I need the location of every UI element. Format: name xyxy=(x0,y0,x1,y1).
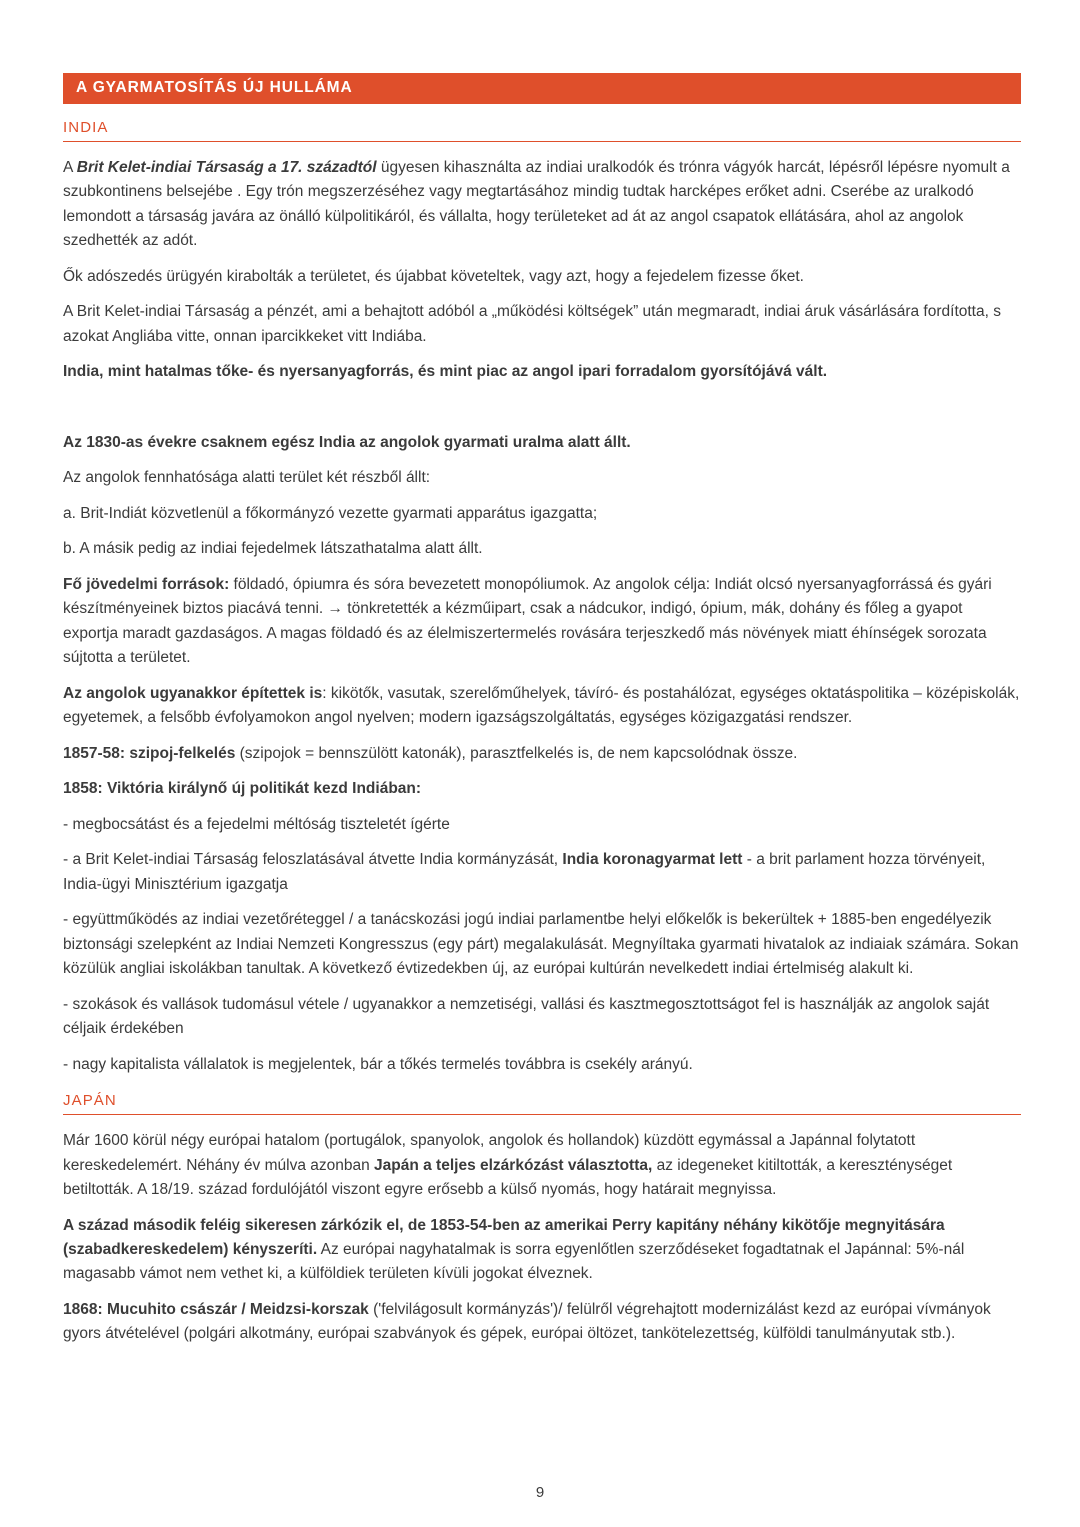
text-run: A század második feléig sikeresen zárkózik el, de 1853-54-ben az amerikai Perry kapitány néhány kikötője megnyitására (szabadkereskedelem) kényszeríti. xyxy=(63,1216,945,1258)
paragraph xyxy=(63,265,1021,289)
section-rule xyxy=(63,141,1021,142)
text-run: A Brit Kelet-indiai Társaság a pénzét, ami a behajtott adóból a „működési költségek” után megmaradt, indiai áruk vásárlására fordította, s azokat Angliába vitte, onnan iparcikkeket vitt Indiába. xyxy=(63,303,1001,345)
text-run: India koronagyarmat lett xyxy=(562,851,743,869)
paragraph xyxy=(63,848,1021,897)
paragraph xyxy=(63,777,1021,801)
paragraph xyxy=(63,993,1021,1042)
text-run: 1857-58: szipoj-felkelés xyxy=(63,744,236,762)
text-run: - szokások és vallások tudomásul vétele / ugyanakkor a nemzetiségi, vallási és kasztmegosztottságot fel is használják az angolok saját céljaik érdekében xyxy=(63,995,990,1038)
text-run: - a brit parlament hozza törvényeit, India-ügyi Minisztérium igazgatja xyxy=(63,851,986,893)
paragraph xyxy=(63,502,1021,526)
paragraph xyxy=(63,573,1021,671)
page-banner xyxy=(63,73,1021,104)
paragraph xyxy=(63,1298,1021,1347)
text-run: - megbocsátást és a fejedelmi méltóság tiszteletét ígérte xyxy=(63,815,450,833)
paragraph xyxy=(63,537,1021,561)
paragraph xyxy=(63,466,1021,490)
text-run: - együttműködés az indiai vezetőréteggel / a tanácskozási jogú indiai parlamentbe helyi előkelők is bekerültek + 1885-ben engedélyezik biztonsági szelepként az Indiai Nemzeti Kongresszus (egy párt) megalakulását. Megnyíltaka gyarmati hivatalok az indiaiak számára. Sokan közülük angliai iskolákban tanultak. A következő évtizedekben új, az európai kultúrán nevelkedett indiai értelmiség alakult ki. xyxy=(63,911,1019,978)
text-run: Japán a teljes elzárkózást választotta, xyxy=(374,1156,653,1174)
text-run: Az 1830-as évekre csaknem egész India az angolok gyarmati uralma alatt állt. xyxy=(63,433,631,451)
text-run: Brit Kelet-indiai Társaság a 17. századtól xyxy=(76,159,377,176)
text-run: India, mint hatalmas tőke- és nyersanyagforrás, és mint piac az angol ipari forradalom gyorsítójává vált. xyxy=(63,363,828,381)
paragraph xyxy=(63,1129,1021,1202)
text-run: ('felvilágosult kormányzás')/ felülről végrehajtott modernizálást kezd az európai vívmányok gyors átvételével (polgári alkotmány, európai szabványok és gépek, európai öltözet, tankötelezettség, külföldi tanulmányutak stb.). xyxy=(63,1300,991,1343)
text-run: Már 1600 körül négy európai hatalom (portugálok, spanyolok, angolok és hollandok) küzdött egymással a Japánnal folytatott kereskedelemért. Néhány év múlva azonban xyxy=(63,1132,916,1174)
paragraph xyxy=(63,431,1021,455)
page-number: 9 xyxy=(535,1484,545,1501)
text-run: Az európai nagyhatalmak is sorra egyenlőtlen szerződéseket fogadtatnak el Japánnal: 5%-nál magasabb vámot nem vethet ki, a külföldiek területen kívüli jogokat élveznek. xyxy=(63,1240,965,1283)
text-run: az idegeneket kitiltották, a kereszténységet betiltották. A 18/19. század fordulójától viszont egyre erősebb a külső nyomás, hogy határait megnyissa. xyxy=(63,1156,953,1199)
paragraph xyxy=(63,908,1021,981)
text-run: - a Brit Kelet-indiai Társaság feloszlatásával átvette India kormányzását, xyxy=(63,851,563,869)
paragraph xyxy=(63,742,1021,766)
sections-container xyxy=(63,119,1021,1347)
text-run: 1858: Viktória királynő új politikát kezd Indiában: xyxy=(63,780,422,798)
text-run: földadó, ópiumra és sóra bevezetett monopóliumok. Az angolok célja: Indiát olcsó nyersanyagforrássá és gyári készítményeinek biztos piacává tenni. → tönkretették a kézműipart, csak a nádcukor, indigó, ópium, mák, dohány és főleg a gyapot exportja maradt gazdaságos. A magas földadó és az élelmiszertermelés rovására terjeszkedő más növények miatt éhínségek sorozata sújtotta a területet. xyxy=(63,575,992,667)
section-heading-india: INDIA xyxy=(63,119,109,136)
text-run: 1868: Mucuhito császár / Meidzsi-korszak xyxy=(63,1300,369,1318)
text-run: Az angolok ugyanakkor építettek is xyxy=(63,684,323,702)
paragraph xyxy=(63,1053,1021,1077)
paragraph xyxy=(63,813,1021,837)
section-heading-japan: JAPÁN xyxy=(63,1092,117,1110)
banner-title: A GYARMATOSÍTÁS ÚJ HULLÁMA xyxy=(76,79,353,96)
paragraph xyxy=(63,1214,1021,1287)
text-run: Ők adószedés ürügyén kirabolták a területet, és újabbat követeltek, vagy azt, hogy a fejedelem fizesse őket. xyxy=(63,267,804,285)
paragraph xyxy=(63,300,1021,349)
paragraph xyxy=(63,360,1021,384)
text-run: Fő jövedelmi források: xyxy=(63,575,230,593)
text-run: : kikötők, vasutak, szerelőműhelyek, távíró- és postahálózat, egységes oktatáspolitika – középiskolák, egyetemek, a felsőbb évfolyamokon angol nyelven; modern igazságszolgáltatás, egységes közigazgatási rendszer. xyxy=(63,684,1020,727)
section-rule xyxy=(63,1114,1021,1115)
paragraph xyxy=(63,682,1021,731)
text-run: ügyesen kihasználta az indiai uralkodók és trónra vágyók harcát, lépésről lépésre nyomult a szubkontinens belsejébe . Egy trón megszerzéséhez vagy megtartásához mindig tudtak harcképes erőket adni. Cserébe az uralkodó lemondott a társaság javára az önálló külpolitikáról, és vállalta, hogy területeket ad át az angol csapatok ellátására, ahol az angolok szedhették az adót. xyxy=(63,159,1010,250)
text-run: (szipojok = bennszülött katonák), parasztfelkelés is, de nem kapcsolódnak össze. xyxy=(235,744,798,762)
text-run: Az angolok fennhatósága alatti terület két részből állt: xyxy=(63,469,431,487)
text-run: a. Brit-Indiát közvetlenül a főkormányzó vezette gyarmati apparátus igazgatta; xyxy=(63,504,598,522)
paragraph xyxy=(63,156,1021,254)
text-run: A xyxy=(63,159,77,176)
text-run: b. A másik pedig az indiai fejedelmek látszathatalma alatt állt. xyxy=(63,540,483,558)
text-run: - nagy kapitalista vállalatok is megjelentek, bár a tőkés termelés továbbra is csekély arányú. xyxy=(63,1055,693,1073)
